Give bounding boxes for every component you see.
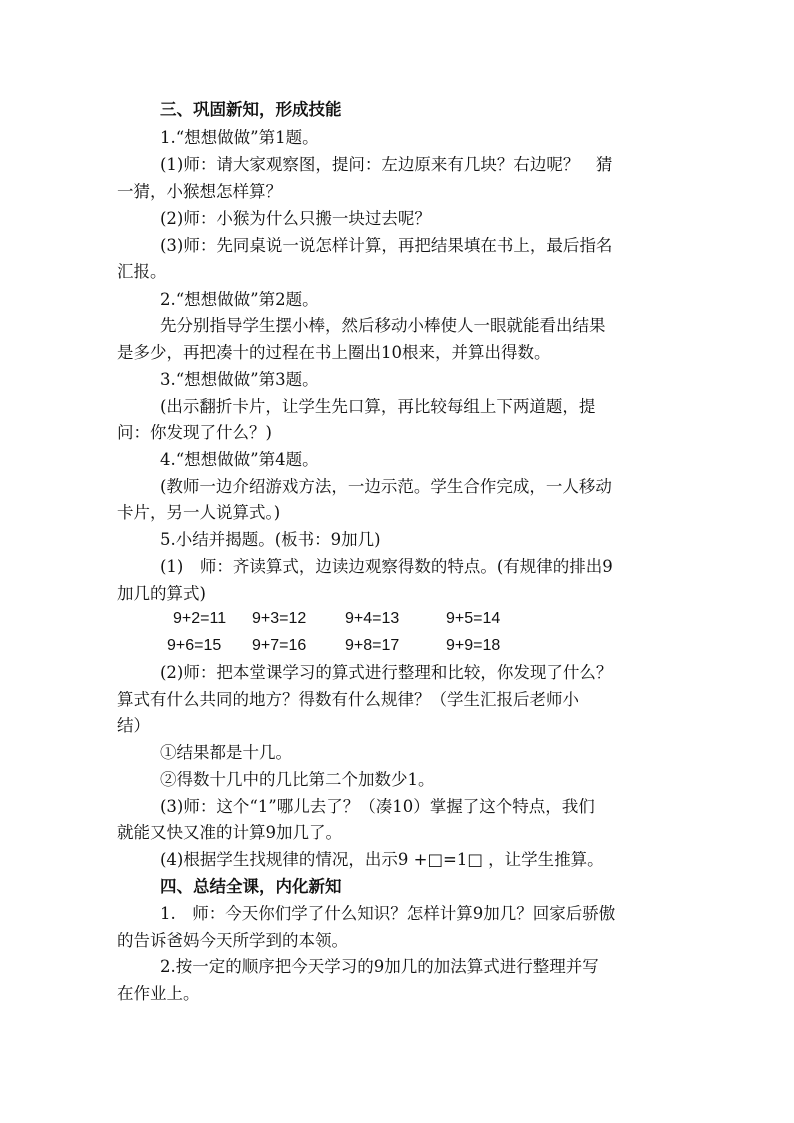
- paragraph-line: 就能又快又准的计算9加几了。: [117, 823, 342, 842]
- task-title: 2.“想想做做”第2题。: [160, 290, 319, 309]
- finding-item: ②得数十几中的几比第二个加数少1。: [160, 770, 435, 789]
- paragraph-line: (2)师：把本堂课学习的算式进行整理和比较，你发现了什么？: [160, 663, 613, 682]
- paragraph-line: 一猜，小猴想怎样算？: [117, 182, 282, 201]
- equation: 9+6=15: [167, 637, 222, 654]
- section-heading: 三、巩固新知，形成技能: [160, 100, 342, 119]
- paragraph-line: 先分别指导学生摆小棒，然后移动小棒使人一眼就能看出结果: [160, 316, 606, 335]
- section-heading: 四、总结全课，内化新知: [160, 877, 342, 896]
- paragraph-line: 的告诉爸妈今天所学到的本领。: [117, 931, 348, 950]
- task-title: 1.“想想做做”第1题。: [160, 128, 319, 147]
- paragraph-line: (4)根据学生找规律的情况，出示9 +□=1□ ，让学生推算。: [160, 850, 604, 869]
- paragraph-line: (出示翻折卡片，让学生先口算，再比较每组上下两道题，提: [160, 397, 596, 416]
- equation: 9+5=14: [446, 610, 501, 627]
- paragraph-line: 1. 师：今天你们学了什么知识？怎样计算9加几？回家后骄傲: [160, 904, 616, 923]
- paragraph-line: 问：你发现了什么？): [117, 423, 272, 442]
- paragraph-line: (3)师：先同桌说一说怎样计算，再把结果填在书上，最后指名: [160, 236, 613, 255]
- finding-item: ①结果都是十几。: [160, 743, 292, 762]
- paragraph-line: (教师一边介绍游戏方法，一边示范。学生合作完成，一人移动: [160, 477, 612, 496]
- paragraph-line: 结）: [117, 716, 150, 735]
- equation: 9+8=17: [345, 637, 400, 654]
- paragraph-line: 算式有什么共同的地方？得数有什么规律？（学生汇报后老师小: [117, 690, 579, 709]
- paragraph-line: 2.按一定的顺序把今天学习的9加几的加法算式进行整理并写: [160, 957, 599, 976]
- paragraph-line: 卡片，另一人说算式。): [117, 503, 281, 522]
- paragraph-line: 是多少，再把凑十的过程在书上圈出10根来，并算出得数。: [117, 343, 551, 362]
- task-title: 3.“想想做做”第3题。: [160, 370, 319, 389]
- paragraph-line: 汇报。: [117, 262, 167, 281]
- paragraph-line: (1)师：请大家观察图，提问：左边原来有几块？右边呢？ 猜: [160, 155, 613, 174]
- paragraph-line: 加几的算式): [117, 584, 206, 603]
- equation: 9+2=11: [173, 610, 227, 627]
- equation: 9+7=16: [252, 637, 307, 654]
- equation: 9+4=13: [345, 610, 400, 627]
- task-title: 5.小结并揭题。(板书：9加几): [160, 530, 381, 549]
- paragraph-line: (1) 师：齐读算式，边读边观察得数的特点。(有规律的排出9: [160, 557, 613, 576]
- equation: 9+3=12: [252, 610, 307, 627]
- paragraph-line: (2)师：小猴为什么只搬一块过去呢？: [160, 209, 431, 228]
- task-title: 4.“想想做做”第4题。: [160, 450, 319, 469]
- equation: 9+9=18: [446, 637, 501, 654]
- paragraph-line: 在作业上。: [117, 984, 200, 1003]
- paragraph-line: (3)师：这个“1”哪儿去了？（凑10）掌握了这个特点，我们: [160, 797, 595, 816]
